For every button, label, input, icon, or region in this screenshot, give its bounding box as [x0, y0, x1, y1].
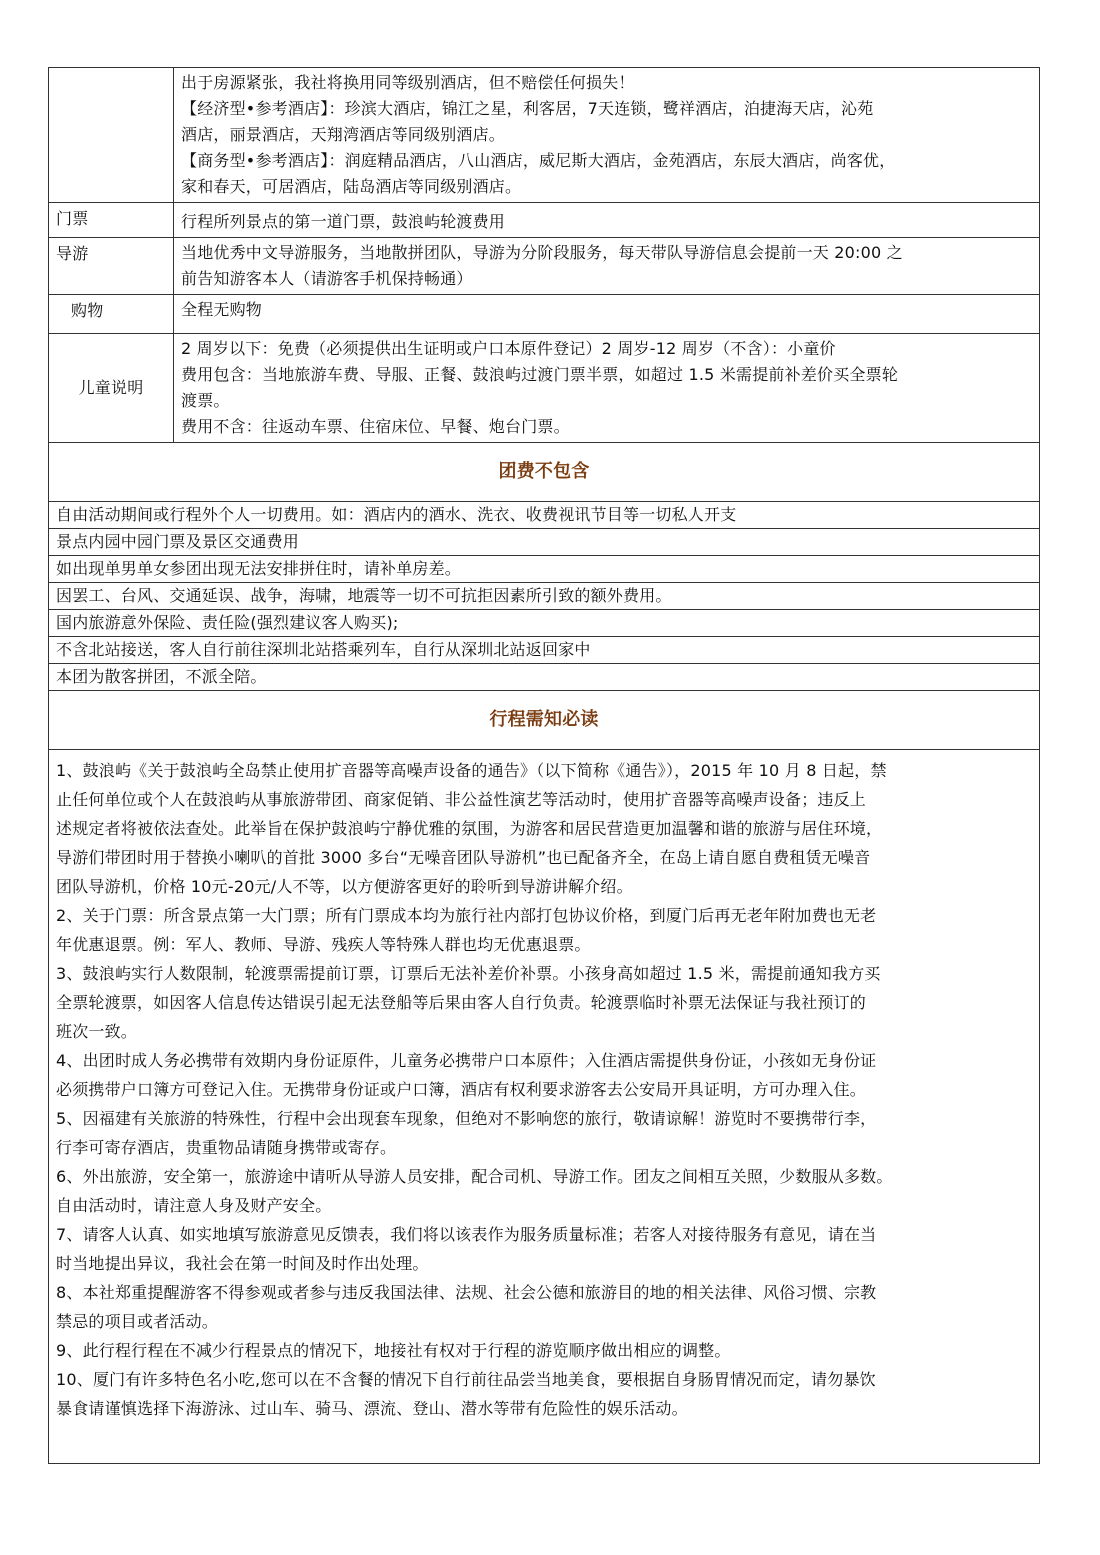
guide-label: 导游: [49, 238, 174, 295]
exclusion-item: 不含北站接送，客人自行前往深圳北站搭乘列车，自行从深圳北站返回家中: [49, 637, 1040, 664]
note-line: 9、此行程行程在不减少行程景点的情况下，地接社有权对于行程的游览顺序做出相应的调整。: [56, 1341, 731, 1360]
note-line: 6、外出旅游，安全第一，旅游途中请听从导游人员安排，配合司机、导游工作。团友之间相互关照，少数服从多数。: [56, 1167, 893, 1186]
tickets-line: 行程所列景点的第一道门票，鼓浪屿轮渡费用: [181, 212, 506, 231]
exclusion-item: 本团为散客拼团，不派全陪。: [49, 664, 1040, 691]
note-line: 4、出团时成人务必携带有效期内身份证原件，儿童务必携带户口本原件；入住酒店需提供身份证，小孩如无身份证: [56, 1051, 877, 1070]
shopping-content: [174, 295, 1040, 334]
note-line: 时当地提出异议，我社会在第一时间及时作出处理。: [56, 1254, 429, 1273]
hotel-line: 酒店，丽景酒店，天翔湾酒店等同级别酒店。: [181, 125, 506, 144]
exclusion-row: [49, 529, 1040, 556]
note-line: 止任何单位或个人在鼓浪屿从事旅游带团、商家促销、非公益性演艺等活动时，使用扩音器等高噪声设备；违反上: [56, 790, 867, 809]
hotel-content-cell: [174, 68, 1040, 203]
note-line: 10、厦门有许多特色名小吃,您可以在不含餐的情况下自行前往品尝当地美食，要根据自身肠胃情况而定，请勿暴饮: [56, 1370, 876, 1389]
children-line: 费用包含：当地旅游车费、导服、正餐、鼓浪屿过渡门票半票，如超过 1.5 米需提前补差价买全票轮: [181, 365, 899, 384]
exclusions-title-cell: [49, 443, 1040, 502]
shopping-label: 购物: [49, 295, 174, 334]
hotel-line: 【经济型•参考酒店】：珍滨大酒店，锦江之星，利客居，7天连锁，鹭祥酒店，泊捷海天店，沁苑: [181, 99, 874, 118]
note-line: 禁忌的项目或者活动。: [56, 1312, 219, 1331]
hotel-label-cell: [49, 68, 174, 203]
note-line: 行李可寄存酒店，贵重物品请随身携带或寄存。: [56, 1138, 397, 1157]
exclusion-row: [49, 556, 1040, 583]
exclusion-item: 因罢工、台风、交通延误、战争，海啸，地震等一切不可抗拒因素所引致的额外费用。: [49, 583, 1040, 610]
notes-title-cell: [49, 691, 1040, 750]
note-line: 暴食请谨慎选择下海游泳、过山车、骑马、漂流、登山、潜水等带有危险性的娱乐活动。: [56, 1399, 688, 1418]
note-line: 班次一致。: [56, 1022, 138, 1041]
hotel-line: 家和春天，可居酒店，陆岛酒店等同级别酒店。: [181, 177, 522, 196]
exclusion-row: [49, 637, 1040, 664]
note-line: 2、关于门票：所含景点第一大门票；所有门票成本均为旅行社内部打包协议价格，到厦门后再无老年附加费也无老: [56, 906, 877, 925]
itinerary-table: [48, 67, 1040, 1464]
children-row: [49, 334, 1040, 443]
exclusion-row: [49, 610, 1040, 637]
hotel-line: 【商务型•参考酒店】：润庭精品酒店，八山酒店，威尼斯大酒店，金苑酒店，东辰大酒店，尚客优，: [181, 151, 896, 170]
exclusion-row: [49, 583, 1040, 610]
guide-row: [49, 238, 1040, 295]
children-line: 费用不含：往返动车票、住宿床位、早餐、炮台门票。: [181, 417, 570, 436]
notes-title-row: [49, 691, 1040, 750]
children-line: 渡票。: [181, 391, 230, 410]
guide-line: 当地优秀中文导游服务，当地散拼团队，导游为分阶段服务，每天带队导游信息会提前一天 20:00 之: [181, 243, 903, 262]
note-line: 5、因福建有关旅游的特殊性，行程中会出现套车现象，但绝对不影响您的旅行，敬请谅解！游览时不要携带行李，: [56, 1109, 877, 1128]
shopping-row: [49, 295, 1040, 334]
note-line: 团队导游机，价格 10元-20元/人不等，以方便游客更好的聆听到导游讲解介绍。: [56, 877, 633, 896]
notes-title: 行程需知必读: [489, 709, 599, 730]
tickets-row: [49, 203, 1040, 238]
tickets-content: [174, 203, 1040, 238]
note-line: 导游们带团时用于替换小喇叭的首批 3000 多台“无噪音团队导游机”也已配备齐全，在岛上请自愿自费租赁无噪音: [56, 848, 871, 867]
note-line: 述规定者将被依法查处。此举旨在保护鼓浪屿宁静优雅的氛围，为游客和居民营造更加温馨和谐的旅游与居住环境，: [56, 819, 883, 838]
note-line: 全票轮渡票，如因客人信息传达错误引起无法登船等后果由客人自行负责。轮渡票临时补票无法保证与我社预订的: [56, 993, 867, 1012]
note-line: 8、本社郑重提醒游客不得参观或者参与违反我国法律、法规、社会公德和旅游目的地的相关法律、风俗习惯、宗教: [56, 1283, 877, 1302]
hotel-row: [49, 68, 1040, 203]
note-line: 3、鼓浪屿实行人数限制，轮渡票需提前订票，订票后无法补差价补票。小孩身高如超过 1.5 米，需提前通知我方买: [56, 964, 881, 983]
notes-row: [49, 750, 1040, 1464]
exclusion-row: [49, 664, 1040, 691]
notes-content: [49, 750, 1040, 1464]
exclusion-item: 景点内园中园门票及景区交通费用: [49, 529, 1040, 556]
hotel-line: 出于房源紧张，我社将换用同等级别酒店，但不赔偿任何损失！: [181, 73, 635, 92]
children-label: 儿童说明: [49, 334, 174, 443]
exclusion-row: [49, 502, 1040, 529]
note-line: 自由活动时，请注意人身及财产安全。: [56, 1196, 332, 1215]
exclusions-title: 团费不包含: [498, 461, 590, 482]
shopping-line: 全程无购物: [181, 300, 263, 319]
tickets-label: 门票: [49, 203, 174, 238]
exclusions-title-row: [49, 443, 1040, 502]
guide-content: [174, 238, 1040, 295]
exclusion-item: 国内旅游意外保险、责任险(强烈建议客人购买);: [49, 610, 1040, 637]
children-content: [174, 334, 1040, 443]
note-line: 7、请客人认真、如实地填写旅游意见反馈表，我们将以该表作为服务质量标准；若客人对接待服务有意见，请在当: [56, 1225, 877, 1244]
children-line: 2 周岁以下：免费（必须提供出生证明或户口本原件登记）2 周岁-12 周岁（不含）：小童价: [181, 339, 836, 358]
exclusion-item: 自由活动期间或行程外个人一切费用。如：酒店内的酒水、洗衣、收费视讯节目等一切私人开支: [49, 502, 1040, 529]
exclusion-item: 如出现单男单女参团出现无法安排拼住时，请补单房差。: [49, 556, 1040, 583]
note-line: 1、鼓浪屿《关于鼓浪屿全岛禁止使用扩音器等高噪声设备的通告》（以下简称《通告》），2015 年 10 月 8 日起，禁: [56, 761, 887, 780]
guide-line: 前告知游客本人（请游客手机保持畅通）: [181, 269, 473, 288]
note-line: 年优惠退票。例：军人、教师、导游、残疾人等特殊人群也均无优惠退票。: [56, 935, 591, 954]
note-line: 必须携带户口簿方可登记入住。无携带身份证或户口簿，酒店有权利要求游客去公安局开具证明，方可办理入住。: [56, 1080, 867, 1099]
